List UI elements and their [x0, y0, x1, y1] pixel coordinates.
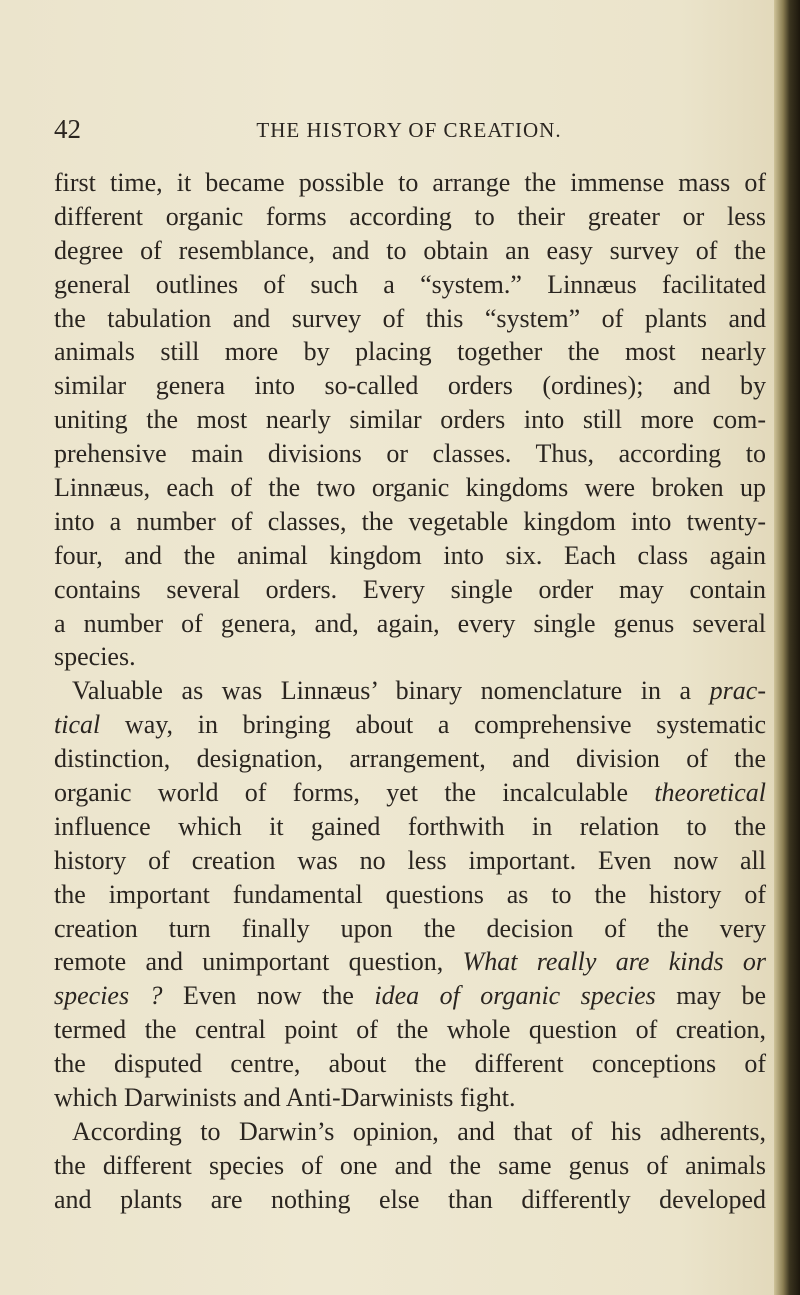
italic-run: species ? [54, 981, 163, 1011]
page-spine-edge [774, 0, 800, 1295]
text-line: history of creation was no less important. Even now all [54, 845, 766, 875]
text-line [54, 708, 766, 742]
text-line: creation turn finally upon the decision of the very [54, 913, 766, 943]
text-line: uniting the most nearly similar orders into still more com- [54, 405, 766, 435]
text-line: a number of genera, and, again, every single genus several [54, 608, 766, 638]
italic-run: idea of organic species [374, 981, 656, 1011]
text-line: termed the central point of the whole question of creation, [54, 1015, 766, 1045]
text-line: contains several orders. Every single order may contain [54, 574, 766, 604]
page-header [54, 110, 764, 150]
text-line: four, and the animal kingdom into six. Each class again [54, 540, 766, 570]
text-line: the tabulation and survey of this “system” of plants and [54, 303, 766, 333]
text-line: and plants are nothing else than differently developed [54, 1184, 766, 1214]
text-line [54, 776, 766, 810]
italic-run: tical [54, 710, 101, 740]
body-text [54, 166, 766, 1217]
text-line: which Darwinists and Anti-Darwinists fight. [54, 1083, 516, 1113]
text-run: may be [655, 981, 766, 1011]
text-line [54, 674, 766, 708]
text-run: organic world of forms, yet the incalculable [54, 778, 655, 808]
text-line: the important fundamental questions as to the history of [54, 879, 766, 909]
text-run: remote and unimportant question, [54, 947, 463, 977]
text-line: According to Darwin’s opinion, and that of his adherents, [72, 1116, 766, 1146]
text-line: animals still more by placing together the most nearly [54, 337, 766, 367]
text-line: the disputed centre, about the different conceptions of [54, 1049, 766, 1079]
text-line [54, 979, 766, 1013]
italic-run: theoretical [654, 778, 766, 808]
text-line: general outlines of such a “system.” Linnæus facilitated [54, 269, 766, 299]
text-line: prehensive main divisions or classes. Thus, according to [54, 439, 766, 469]
text-line: first time, it became possible to arrange the immense mass of [54, 168, 766, 197]
italic-run: What really are kinds or [462, 947, 766, 977]
text-run: Even now the [162, 981, 375, 1011]
text-line: distinction, designation, arrangement, and division of the [54, 744, 766, 774]
text-line: the different species of one and the same genus of animals [54, 1150, 766, 1180]
italic-run: prac- [709, 676, 766, 706]
text-line [54, 945, 766, 979]
text-run: Valuable as was Linnæus’ binary nomenclature in a [72, 676, 710, 706]
text-line: into a number of classes, the vegetable kingdom into twenty- [54, 506, 766, 536]
text-line: influence which it gained forthwith in relation to the [54, 811, 766, 841]
text-line: species. [54, 642, 136, 672]
text-line: similar genera into so-called orders (ordines); and by [54, 371, 766, 401]
page-number: 42 [54, 114, 81, 144]
text-line: degree of resemblance, and to obtain an easy survey of the [54, 235, 766, 265]
text-run: way, in bringing about a comprehensive systematic [100, 710, 766, 740]
text-line: Linnæus, each of the two organic kingdoms were broken up [54, 473, 766, 503]
text-line: different organic forms according to their greater or less [54, 201, 766, 231]
running-head: THE HISTORY OF CREATION. [256, 118, 562, 142]
